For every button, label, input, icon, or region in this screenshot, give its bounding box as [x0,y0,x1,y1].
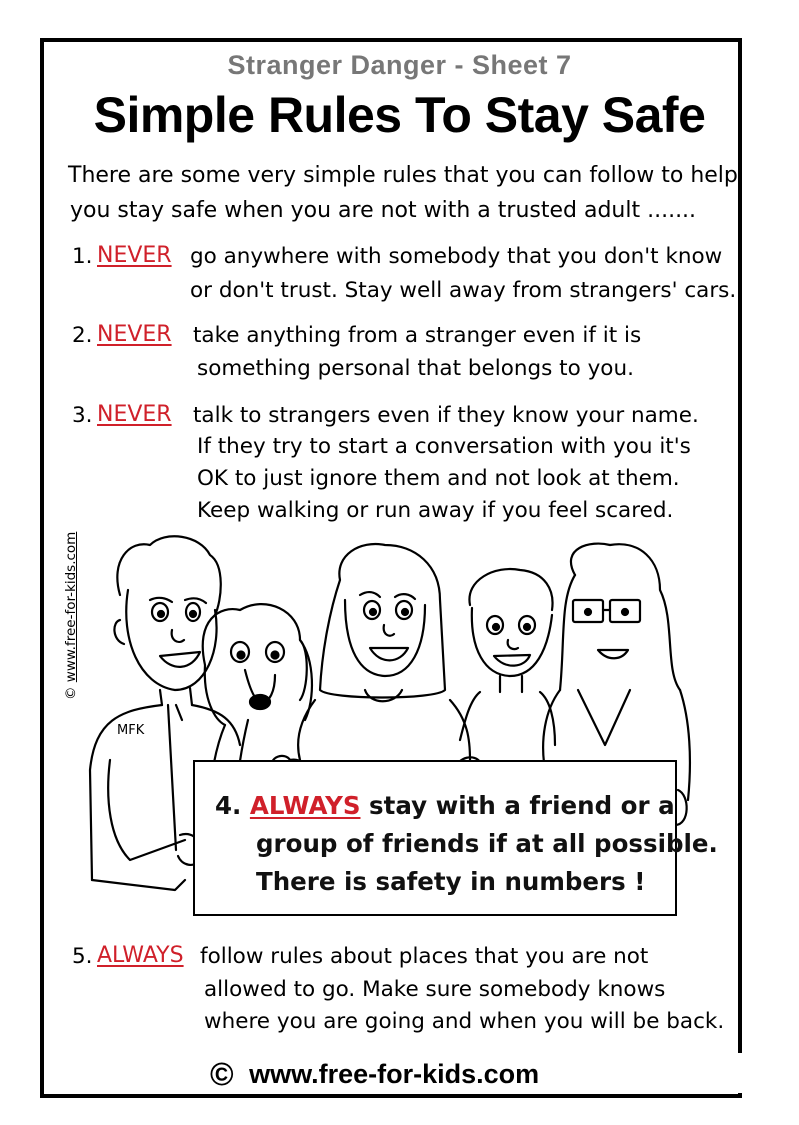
jacket-text: MFK [117,723,145,738]
rule-2-line-2: something personal that belongs to you. [197,356,634,381]
rule-4-line-1 [215,791,675,820]
intro-line-1: There are some very simple rules that you can follow to help [68,163,738,188]
copyright-icon: © [210,1056,234,1092]
footer [210,1056,539,1093]
rule-4-line-3: There is safety in numbers ! [256,867,646,896]
girl-center-figure [271,544,480,775]
rule-5-line-3: where you are going and when you will be back. [204,1009,725,1034]
page-title: Simple Rules To Stay Safe [93,87,706,143]
rule-3-number: 3. [72,403,93,428]
rule-3-line-3: OK to just ignore them and not look at them. [197,466,680,491]
rule-2-number: 2. [72,323,93,348]
rule-4-line-2: group of friends if at all possible. [256,829,718,858]
rule-5-line-1: follow rules about places that you are not [200,944,649,969]
rule-3-line-1: talk to strangers even if they know your name. [193,403,699,428]
rule-4-text-1: stay with a friend or a [369,791,675,820]
sheet-subtitle: Stranger Danger - Sheet 7 [227,50,572,80]
rule-4-number: 4. [215,791,242,820]
rule-3-line-4: Keep walking or run away if you feel scared. [197,498,674,523]
rule-1-keyword: NEVER [97,243,172,268]
rule-5-line-2: allowed to go. Make sure somebody knows [204,977,666,1002]
intro-line-2: you stay safe when you are not with a trusted adult ....... [70,198,697,223]
side-copyright [63,532,79,700]
rule-1-line-1: go anywhere with somebody that you don't know [190,244,723,269]
rule-2-keyword: NEVER [97,322,172,347]
footer-url[interactable]: www.free-for-kids.com [249,1059,540,1089]
boy-right-figure [460,569,555,745]
rule-1-number: 1. [72,244,93,269]
rule-3-keyword: NEVER [97,402,172,427]
rule-4-keyword: ALWAYS [249,791,361,820]
side-copyright-symbol: © [63,686,79,700]
rule-5-keyword: ALWAYS [97,943,184,968]
rule-2-line-1: take anything from a stranger even if it is [193,323,642,348]
rule-1-line-2: or don't trust. Stay well away from strangers' cars. [190,278,737,303]
rule-3-line-2: If they try to start a conversation with you it's [197,434,691,459]
side-copyright-url[interactable]: www.free-for-kids.com [63,531,79,683]
rule-5-number: 5. [72,944,93,969]
